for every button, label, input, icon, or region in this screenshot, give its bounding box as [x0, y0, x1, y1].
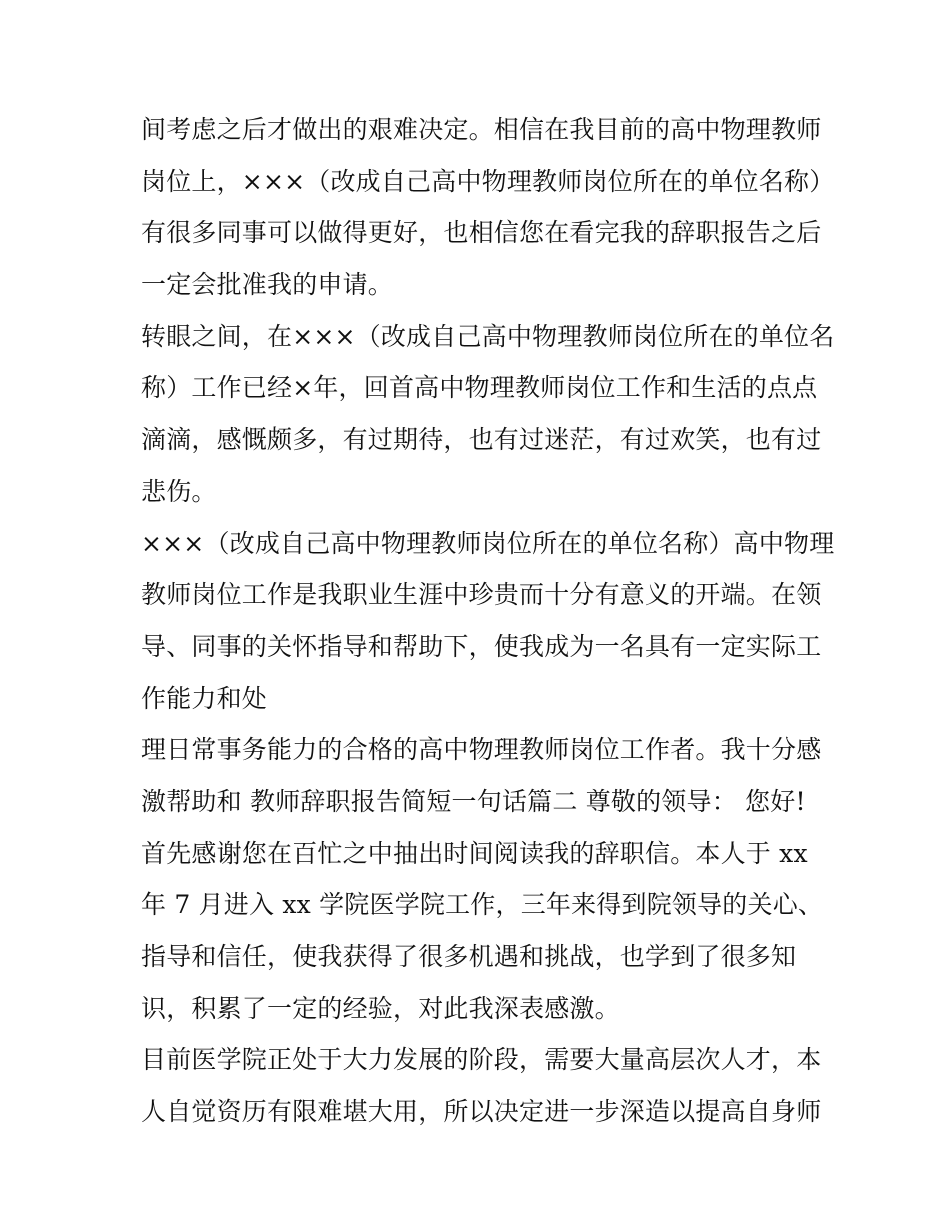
text-line: 导、同事的关怀指导和帮助下，使我成为一名具有一定实际工	[141, 631, 822, 661]
text-line: 悲伤。	[141, 476, 217, 506]
text-line: 作能力和处	[141, 683, 268, 713]
text-line: 指导和信任，使我获得了很多机遇和挑战，也学到了很多知	[141, 942, 797, 971]
text-line: 人自觉资历有限难堪大用，所以决定进一步深造以提高自身师	[141, 1097, 822, 1127]
text-line: 首先感谢您在百忙之中抽出时间阅读我的辞职信。本人于 xx	[141, 838, 808, 868]
text-line: 间考虑之后才做出的艰难决定。相信在我目前的高中物理教师	[141, 115, 822, 144]
text-line: 目前医学院正处于大力发展的阶段，需要大量高层次人才，本	[141, 1045, 822, 1075]
text-line: ×××（改成自己高中物理教师岗位所在的单位名称）高中物理	[141, 528, 835, 558]
text-line: 有很多同事可以做得更好，也相信您在看完我的辞职报告之后	[141, 218, 822, 248]
text-line: 年 7 月进入 xx 学院医学院工作，三年来得到院领导的关心、	[141, 890, 824, 920]
document-body	[141, 104, 835, 1138]
text-line: 理日常事务能力的合格的高中物理教师岗位工作者。我十分感	[141, 735, 822, 765]
text-line: 滴滴，感慨颇多，有过期待，也有过迷茫，有过欢笑，也有过	[141, 425, 822, 455]
text-line: 一定会批准我的申请。	[141, 270, 394, 300]
text-line: 称）工作已经×年，回首高中物理教师岗位工作和生活的点点	[141, 373, 818, 403]
text-line: 识，积累了一定的经验，对此我深表感激。	[141, 993, 620, 1023]
text-line: 教师岗位工作是我职业生涯中珍贵而十分有意义的开端。在领	[141, 580, 822, 610]
text-line: 激帮助和 教师辞职报告简短一句话篇二 尊敬的领导： 您好!	[141, 786, 806, 816]
text-line: 转眼之间，在×××（改成自己高中物理教师岗位所在的单位名	[141, 321, 835, 351]
text-line: 岗位上，×××（改成自己高中物理教师岗位所在的单位名称）	[141, 166, 835, 196]
